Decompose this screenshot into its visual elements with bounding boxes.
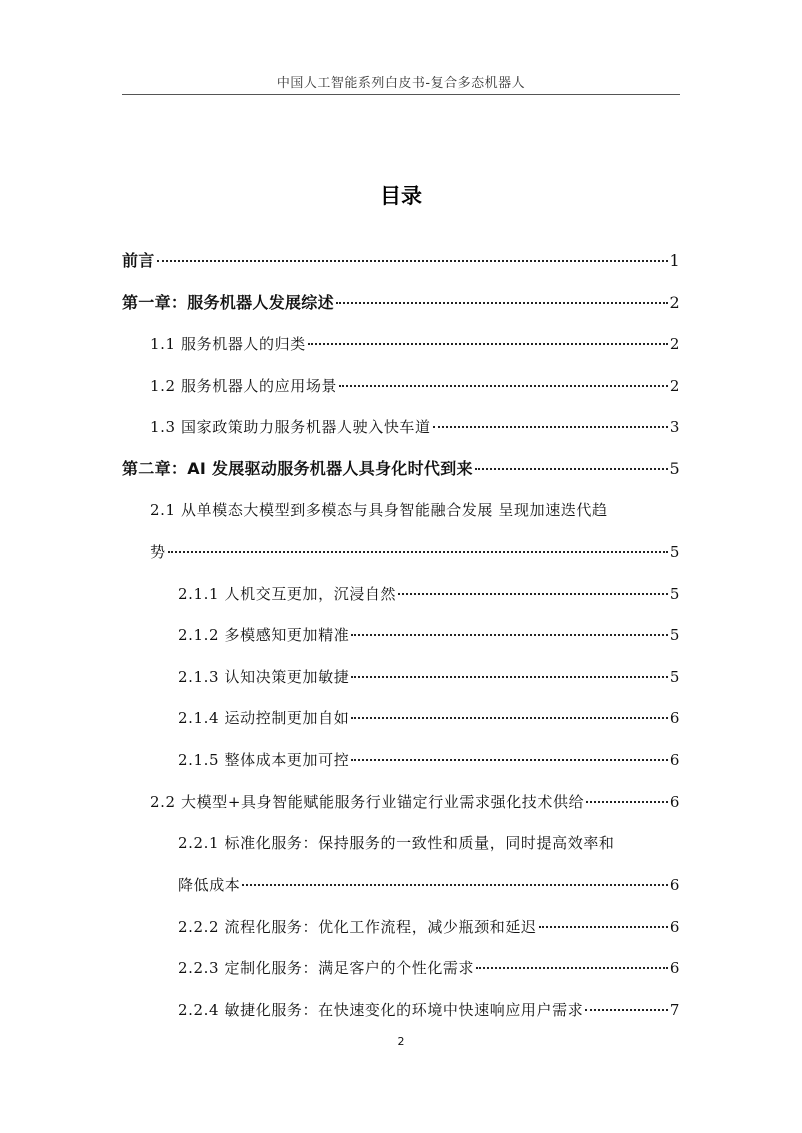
toc-leader-dots	[336, 302, 668, 304]
toc-leader-dots	[351, 634, 668, 636]
toc-entry-2-2-2[interactable]	[178, 914, 680, 940]
toc-entry-2-1[interactable]	[150, 539, 680, 565]
toc-entry-2-1-4[interactable]	[178, 705, 680, 731]
toc-entry-2-1-line1[interactable]: 2.1 从单模态大模型到多模态与具身智能融合发展 呈现加速迭代趋	[150, 501, 608, 519]
toc-leader-dots	[475, 468, 668, 470]
toc-leader-dots	[433, 426, 668, 428]
toc-page-number: 1	[669, 251, 680, 270]
toc-entry-label: 降低成本	[178, 876, 241, 894]
toc-page-number: 6	[669, 751, 680, 769]
toc-entry-2-2-3[interactable]	[178, 955, 680, 981]
toc-entry-2-1-3[interactable]	[178, 664, 680, 690]
toc-entry-label: 2.1.5 整体成本更加可控	[178, 751, 350, 769]
toc-entry-label: 1.2 服务机器人的应用场景	[150, 377, 338, 395]
toc-entry-label: 2.2.2 流程化服务：优化工作流程，减少瓶颈和延迟	[178, 918, 537, 936]
toc-leader-dots	[339, 385, 668, 387]
toc-entry-1-3[interactable]	[150, 414, 680, 440]
toc-entry-2-1-5[interactable]	[178, 747, 680, 773]
toc-entry-chapter-1[interactable]	[122, 290, 680, 316]
toc-entry-label: 2.1.1 人机交互更加，沉浸自然	[178, 585, 397, 603]
toc-page-number: 6	[669, 709, 680, 727]
toc-page-number: 6	[669, 793, 680, 811]
toc-leader-dots	[585, 1009, 668, 1011]
toc-leader-dots	[476, 967, 668, 969]
header-rule	[122, 94, 680, 95]
toc-page-number: 5	[669, 668, 680, 686]
toc-entry-label: 第一章：服务机器人发展综述	[122, 293, 334, 312]
toc-entry-label: 第二章：AI 发展驱动服务机器人具身化时代到来	[122, 459, 473, 478]
toc-entry-label: 2.1.4 运动控制更加自如	[178, 709, 350, 727]
toc-entry-2-1-1[interactable]	[178, 581, 680, 607]
toc-entry-label: 2.1.3 认知决策更加敏捷	[178, 668, 350, 686]
toc-entry-2-2-4[interactable]	[178, 997, 680, 1023]
toc-page-number: 5	[669, 585, 680, 603]
toc-page-number: 5	[669, 543, 680, 561]
toc-page-number: 3	[669, 418, 680, 436]
toc-entry-label: 2.2 大模型+具身智能赋能服务行业锚定行业需求强化技术供给	[150, 793, 585, 811]
toc-leader-dots	[242, 884, 667, 886]
toc-entry-label: 势	[150, 543, 166, 561]
toc-entry-2-1-2[interactable]	[178, 622, 680, 648]
toc-entry-preface[interactable]	[122, 248, 680, 274]
toc-entry-label: 2.1.2 多模感知更加精准	[178, 626, 350, 644]
toc-leader-dots	[157, 260, 668, 262]
toc-entry-label: 1.1 服务机器人的归类	[150, 335, 306, 353]
page-number: 2	[397, 1035, 405, 1048]
toc-leader-dots	[308, 343, 668, 345]
toc-page-number: 2	[669, 377, 680, 395]
toc-leader-dots	[351, 717, 668, 719]
toc-page-number: 6	[669, 959, 680, 977]
toc-leader-dots	[539, 926, 668, 928]
toc-entry-chapter-2[interactable]	[122, 456, 680, 482]
toc-page-number: 7	[669, 1001, 680, 1019]
toc-entry-label: 1.3 国家政策助力服务机器人驶入快车道	[150, 418, 431, 436]
toc-entry-1-2[interactable]	[150, 373, 680, 399]
toc-leader-dots	[398, 593, 668, 595]
toc-page-number: 5	[669, 459, 680, 478]
toc-leader-dots	[351, 759, 668, 761]
toc-entry-label: 2.2.4 敏捷化服务：在快速变化的环境中快速响应用户需求	[178, 1001, 584, 1019]
toc-entry-2-2-1[interactable]	[178, 872, 680, 898]
toc-page-number: 6	[669, 918, 680, 936]
toc-leader-dots	[586, 801, 668, 803]
running-header: 中国人工智能系列白皮书-复合多态机器人	[276, 76, 526, 91]
toc-page-number: 2	[669, 335, 680, 353]
toc-page-number: 6	[669, 876, 680, 894]
toc-title: 目录	[380, 184, 422, 208]
toc-leader-dots	[351, 676, 668, 678]
toc-page-number: 5	[669, 626, 680, 644]
toc-leader-dots	[168, 551, 668, 553]
toc-entry-label: 2.2.3 定制化服务：满足客户的个性化需求	[178, 959, 475, 977]
toc-entry-2-2[interactable]	[150, 789, 680, 815]
toc-page-number: 2	[669, 293, 680, 312]
toc-entry-1-1[interactable]	[150, 331, 680, 357]
toc-entry-2-2-1-line1[interactable]: 2.2.1 标准化服务：保持服务的一致性和质量，同时提高效率和	[178, 834, 615, 852]
toc-entry-label: 前言	[122, 251, 155, 270]
